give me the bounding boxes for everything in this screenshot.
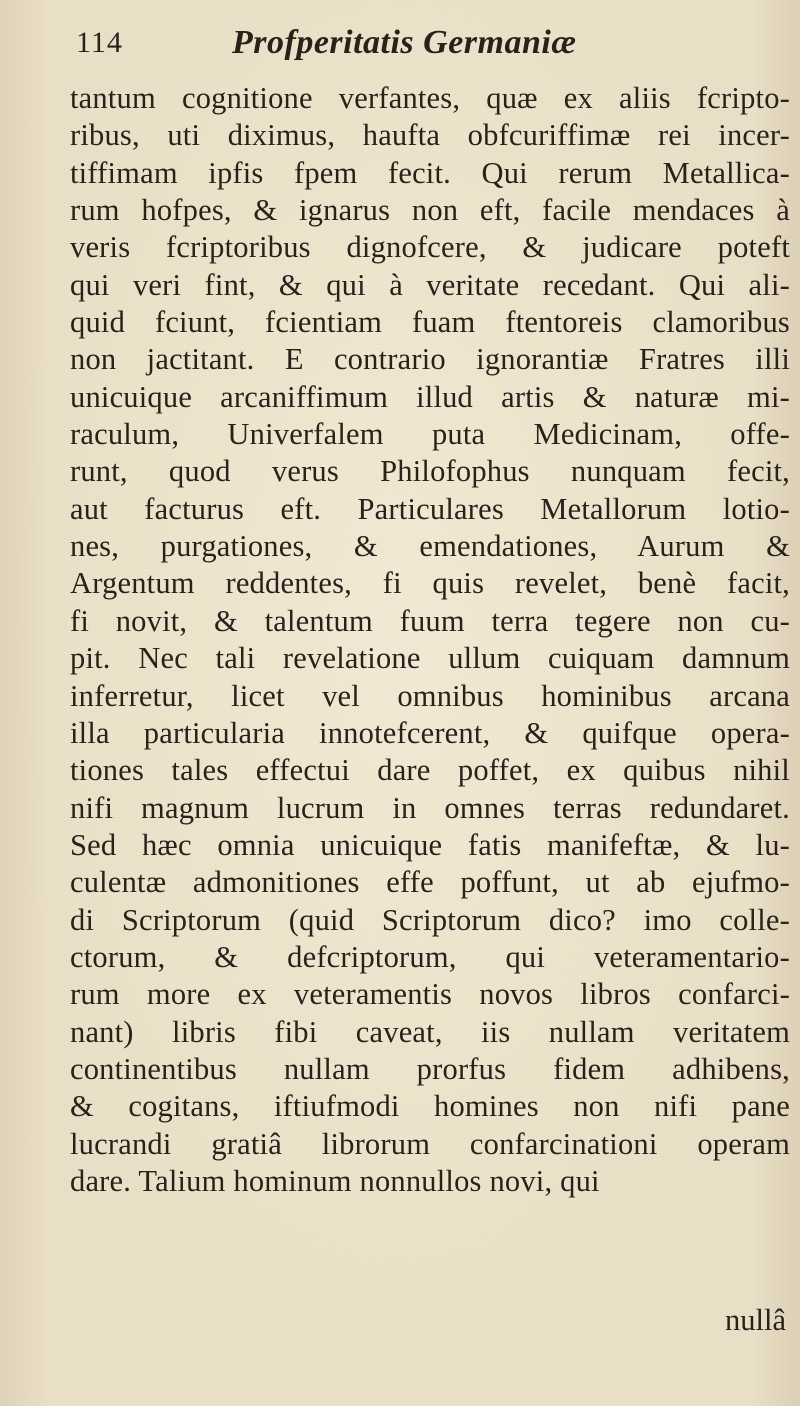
text-line: tiones tales effectui dare poffet, ex quibus nihil <box>70 753 790 788</box>
text-line: Argentum reddentes, fi quis revelet, benè facit, <box>70 566 790 601</box>
page-number: 114 <box>76 26 123 59</box>
running-head: Profperitatis Germaniæ <box>232 24 577 61</box>
text-line: nifi magnum lucrum in omnes terras redundaret. <box>70 790 790 825</box>
text-line: runt, quod verus Philofophus nunquam fecit, <box>70 454 790 489</box>
text-line: ribus, uti diximus, haufta obfcuriffimæ rei incer- <box>70 118 790 153</box>
text-line: qui veri fint, & qui à veritate recedant. Qui ali- <box>70 267 790 302</box>
text-line: culentæ admonitiones effe poffunt, ut ab ejufmo- <box>70 865 790 900</box>
text-line: & cogitans, iftiufmodi homines non nifi pane <box>70 1089 790 1124</box>
page-header <box>76 22 776 72</box>
text-line: ctorum, & defcriptorum, qui veteramentario- <box>70 939 790 974</box>
catchword-row <box>70 1300 790 1340</box>
text-line: lucrandi gratiâ librorum confarcinationi operam <box>70 1126 790 1161</box>
text-line: rum more ex veteramentis novos libros confarci- <box>70 977 790 1012</box>
text-line: rum hofpes, & ignarus non eft, facile mendaces à <box>70 193 790 228</box>
text-line: quid fciunt, fcientiam fuam ftentoreis clamoribus <box>70 305 790 340</box>
text-line: raculum, Univerfalem puta Medicinam, offe- <box>70 417 790 452</box>
text-line: illa particularia innotefcerent, & quifque opera- <box>70 715 790 750</box>
text-line: Sed hæc omnia unicuique fatis manifeftæ, & lu- <box>70 827 790 862</box>
text-line: continentibus nullam prorfus fidem adhibens, <box>70 1051 790 1086</box>
catchword: nullâ <box>725 1303 786 1337</box>
text-line: di Scriptorum (quid Scriptorum dico? imo colle- <box>70 902 790 937</box>
text-line: tiffimam ipfis fpem fecit. Qui rerum Metallica- <box>70 155 790 190</box>
text-line: fi novit, & talentum fuum terra tegere non cu- <box>70 603 790 638</box>
text-line: nes, purgationes, & emendationes, Aurum & <box>70 529 790 564</box>
text-line: non jactitant. E contrario ignorantiæ Fratres illi <box>70 342 790 377</box>
text-line: dare. Talium hominum nonnullos novi, qui <box>70 1163 600 1198</box>
text-line: tantum cognitione verfantes, quæ ex aliis fcripto- <box>70 81 790 115</box>
text-line: inferretur, licet vel omnibus hominibus arcana <box>70 678 790 713</box>
text-line: veris fcriptoribus dignofcere, & judicare poteft <box>70 230 790 265</box>
text-line: pit. Nec tali revelatione ullum cuiquam damnum <box>70 641 790 676</box>
text-line: nant) libris fibi caveat, iis nullam veritatem <box>70 1014 790 1049</box>
text-line: unicuique arcaniffimum illud artis & naturæ mi- <box>70 379 790 414</box>
body-text <box>70 80 790 1200</box>
text-line: aut facturus eft. Particulares Metallorum lotio- <box>70 491 790 526</box>
